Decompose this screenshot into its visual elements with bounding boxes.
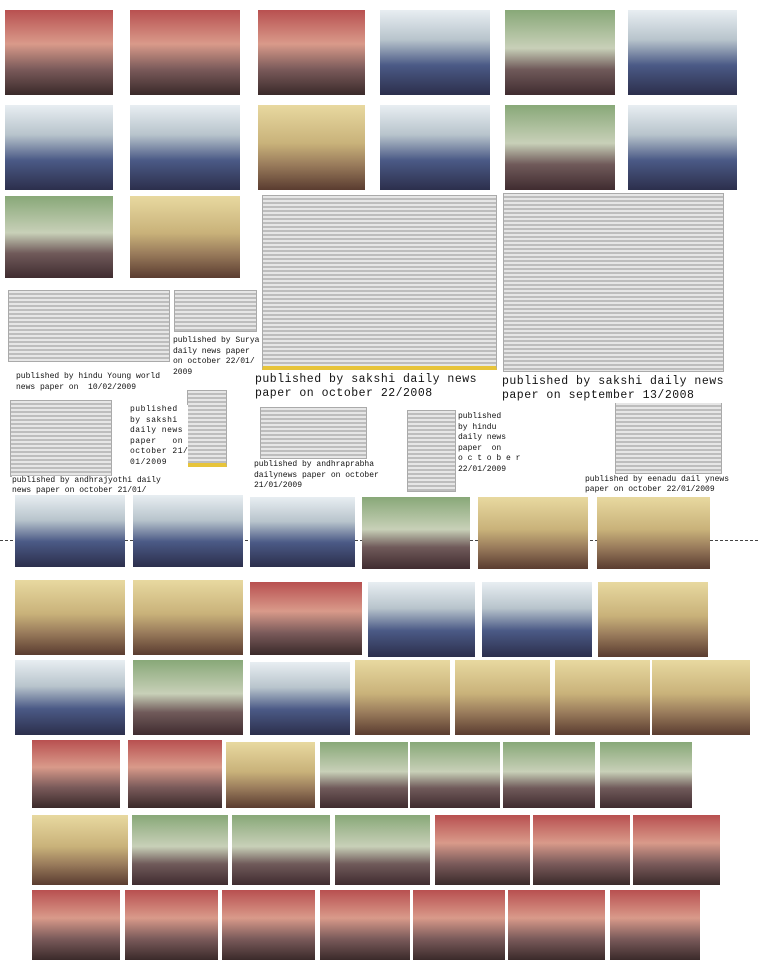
- assembly-photo: [130, 10, 240, 95]
- library-photo: [15, 495, 125, 567]
- children-photo: [320, 742, 408, 808]
- classroom-photo: [32, 815, 128, 885]
- classroom-photo: [125, 890, 218, 960]
- newspaper-clipping-surya: [174, 290, 257, 332]
- classroom-photo: [368, 582, 475, 657]
- yoga-ground-photo: [362, 497, 470, 569]
- caption-sakshi-oct-21: published by sakshi daily news paper on october 21/ 01/2009: [130, 405, 189, 467]
- caption-sakshi-oct-2008: published by sakshi daily news paper on october 22/2008: [255, 373, 478, 400]
- newspaper-clipping-hindu-young-world: [8, 290, 170, 362]
- classroom-photo: [413, 890, 505, 960]
- students-photo: [15, 660, 125, 735]
- corridor-photo: [130, 196, 240, 278]
- caption-surya: published by Surya daily news paper on october 22/01/ 2009: [173, 336, 260, 377]
- library-photo: [133, 495, 243, 567]
- newspaper-clipping-andhrajyothi: [10, 400, 112, 477]
- classroom-photo: [435, 815, 530, 885]
- library-photo: [250, 497, 355, 567]
- caption-sakshi-sep-2008: published by sakshi daily news paper on september 13/2008: [502, 375, 725, 402]
- corridor-photo: [5, 196, 113, 278]
- students-photo: [258, 105, 365, 190]
- classroom-photo: [598, 582, 708, 657]
- yoga-photo: [133, 580, 243, 655]
- classroom-photo: [32, 890, 120, 960]
- newspaper-clipping-eenadu: [615, 402, 722, 474]
- classroom-photo: [222, 890, 315, 960]
- classroom-photo: [335, 815, 430, 885]
- yoga-ground-photo: [597, 497, 710, 569]
- students-photo: [5, 105, 113, 190]
- children-photo: [503, 742, 595, 808]
- children-photo: [410, 742, 500, 808]
- assembly-photo: [505, 10, 615, 95]
- newspaper-clipping-sakshi-sep: [503, 193, 724, 372]
- teachers-photo: [555, 660, 650, 735]
- teachers-photo: [455, 660, 550, 735]
- classroom-photo: [610, 890, 700, 960]
- newspaper-clipping-sakshi-small: [187, 390, 227, 467]
- yoga-photo: [250, 582, 362, 655]
- newspaper-clipping-hindu-daily: [407, 410, 456, 492]
- classroom-photo: [533, 815, 630, 885]
- newspaper-clipping-andhraprabha: [260, 407, 367, 459]
- children-photo: [226, 742, 315, 808]
- classroom-photo: [320, 890, 410, 960]
- caption-andhrajyothi: published by andhrajyothi daily news paper on october 21/01/: [12, 476, 161, 495]
- teachers-photo: [652, 660, 750, 735]
- caption-hindu-daily: published by hindu daily news paper on o c t o b e r 22/01/2009: [458, 412, 521, 474]
- assembly-photo: [628, 10, 737, 95]
- assembly-photo: [5, 10, 113, 95]
- student-photo: [250, 662, 350, 735]
- assembly-photo: [258, 10, 365, 95]
- students-photo: [505, 105, 615, 190]
- banner-photo: [128, 740, 222, 808]
- assembly-photo: [380, 10, 490, 95]
- students-photo: [628, 105, 737, 190]
- teachers-photo: [355, 660, 450, 735]
- classroom-photo: [132, 815, 228, 885]
- caption-andhraprabha: published by andhraprabha dailynews paper on october 21/01/2009: [254, 460, 379, 490]
- students-photo: [130, 105, 240, 190]
- caption-eenadu: published by eenadu dail ynews paper on october 22/01/2009: [585, 475, 730, 494]
- classroom-photo: [232, 815, 330, 885]
- caption-hindu-young-world: published by hindu Young world news paper on 10/02/2009: [16, 372, 161, 392]
- classroom-photo: [633, 815, 720, 885]
- classroom-photo: [482, 582, 592, 657]
- yoga-photo: [15, 580, 125, 655]
- classroom-photo: [508, 890, 605, 960]
- students-photo: [380, 105, 490, 190]
- children-photo: [600, 742, 692, 808]
- newspaper-clipping-sakshi-oct: [262, 195, 497, 370]
- yoga-ground-photo: [478, 497, 588, 569]
- banner-photo: [32, 740, 120, 808]
- students-photo: [133, 660, 243, 735]
